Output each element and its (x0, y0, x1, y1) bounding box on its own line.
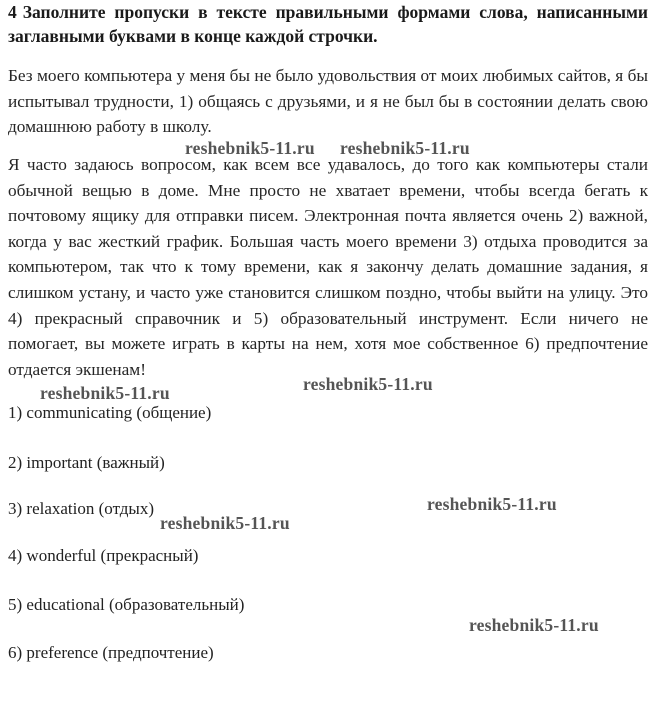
text-paragraph-2: Я часто задаюсь вопросом, как всем все удавалось, до того как компьютеры стали обычной вещью в доме. Мне просто не хватает времени, чтобы всегда бегать к почтовому ящику для отправки писем. Электронная почта является очень 2) важной, когда у вас жесткий график. Большая часть моего времени 3) отдыха проводится за компьютером, так что к тому времени, как я закончу делать домашние задания, я слишком устану, и часто уже становится слишком поздно, чтобы выйти на улицу. Это 4) прекрасный справочник и 5) образовательный инструмент. Если ничего не помогает, вы можете играть в карты на нем, хотя мое собственное 6) предпочтение отдается экшенам! (8, 155, 648, 379)
answer-1: 1) communicating (общение) (8, 403, 212, 422)
watermark: reshebnik5-11.ru (303, 374, 433, 394)
task-number: 4 (8, 2, 17, 22)
answer-5: 5) educational (образовательный) (8, 595, 245, 614)
task-heading (8, 0, 648, 48)
watermark: reshebnik5-11.ru (160, 513, 290, 533)
answer-6: 6) preference (предпочтение) (8, 643, 214, 662)
watermark: reshebnik5-11.ru (185, 138, 315, 158)
answer-4: 4) wonderful (прекрасный) (8, 546, 199, 565)
watermark: reshebnik5-11.ru (427, 494, 557, 514)
text-paragraph-1: Без моего компьютера у меня бы не было удовольствия от моих любимых сайтов, я бы испытывал трудности, 1) общаясь с друзьями, и я не был бы в состоянии делать свою домашнюю работу в школу. (8, 66, 648, 137)
answer-2: 2) important (важный) (8, 453, 165, 472)
answer-3: 3) relaxation (отдых) (8, 499, 155, 518)
watermark: reshebnik5-11.ru (469, 615, 599, 635)
watermark: reshebnik5-11.ru (40, 383, 170, 403)
task-instruction: Заполните пропуски в тексте правильными формами слова, написанными заглавными буквами в конце каждой строчки. (8, 2, 648, 46)
watermark: reshebnik5-11.ru (340, 138, 470, 158)
